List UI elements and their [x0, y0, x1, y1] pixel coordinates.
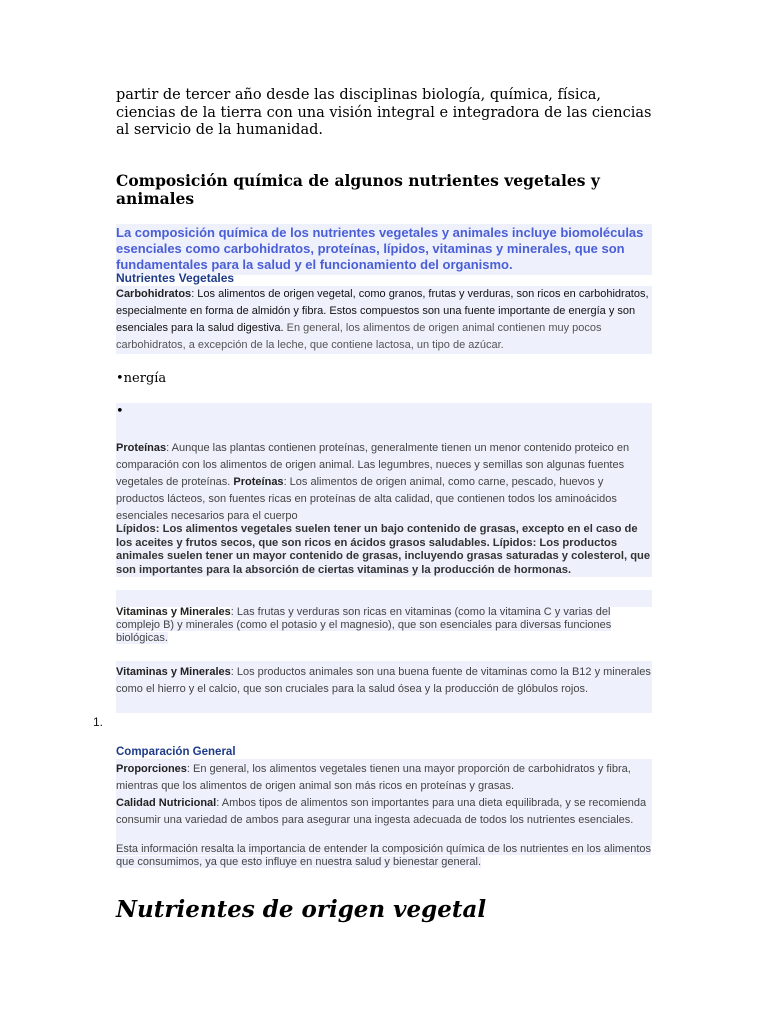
lipids-label: Lípidos: — [116, 523, 160, 535]
highlight-band — [116, 590, 652, 607]
carbohydrates-label: Carbohidratos — [116, 288, 192, 300]
bullet-item-energy: •nergía — [116, 371, 167, 386]
closing-paragraph — [116, 843, 652, 869]
proteins-animal-text: : Los alimentos de origen animal, como carne, pescado, huevos y productos lácteos, son fuentes ricas en proteínas de alta calidad, que contienen todos los aminoácidos esenciales necesarios para el cuerpo — [116, 476, 617, 522]
proteins-text: : Aunque las plantas contienen proteínas, generalmente tienen un menor contenido proteico en comparación con los alimentos de origen animal. Las legumbres, nueces y semillas son algunas fuentes vegetales de proteínas. — [116, 442, 630, 488]
carbohydrates-text: : Los alimentos de origen vegetal, como granos, frutas y verduras, son ricos en carbohidratos, especialmente en forma de almidón y fibra. Estos compuestos son una fuente importante de energía y son esenciales para la salud digestiva. — [116, 288, 649, 334]
vitamins-minerals-label: Vitaminas y Minerales — [116, 606, 231, 618]
section-heading: Composición química de algunos nutrientes vegetales y animales — [116, 171, 600, 208]
lipids-paragraph — [116, 523, 652, 577]
quality-paragraph — [116, 795, 652, 829]
carbohydrates-animal-text: En general, los alimentos de origen animal contienen muy pocos carbohidratos, a excepción de la leche, que contiene lactosa, un tipo de azúcar. — [116, 322, 602, 351]
veg-nutrients-heading: Nutrientes Vegetales — [116, 271, 235, 285]
list-number: 1. — [93, 715, 104, 729]
closing-text: Esta información resalta la importancia de entender la composición química de los nutrientes en los alimentos que consumimos, ya que esto influye en nuestra salud y bienestar general. — [116, 843, 652, 868]
vitamins-minerals-animal-text: : Los productos animales son una buena fuente de vitaminas como la B12 y minerales como el hierro y el calcio, que son cruciales para la salud ósea y la producción de glóbulos rojos. — [116, 666, 651, 695]
vitamins-minerals-plant-paragraph — [116, 606, 652, 645]
proteins-paragraph — [116, 440, 652, 525]
quality-label: Calidad Nutricional — [116, 797, 217, 809]
lipids-text: Los alimentos vegetales suelen tener un bajo contenido de grasas, excepto en el caso de los aceites y frutos secos, que son ricos en ácidos grasos saludables. — [116, 523, 638, 549]
lipids-animal-text: Los productos animales suelen tener un mayor contenido de grasas, incluyendo grasas saturadas y colesterol, que son importantes para la absorción de ciertas vitaminas y la producción de hormonas. — [116, 536, 651, 576]
proportions-paragraph — [116, 761, 652, 795]
highlight-band — [116, 403, 652, 423]
proportions-text: : En general, los alimentos vegetales tienen una mayor proporción de carbohidratos y fibra, mientras que los alimentos de origen animal son más ricos en proteínas y grasas. — [116, 763, 631, 792]
bullet-item-empty: • — [116, 404, 124, 419]
vitamins-minerals-text: : Las frutas y verduras son ricas en vitaminas (como la vitamina C y varias del complejo B) y minerales (como el potasio y el magnesio), que son esenciales para diversas funciones biológicas. — [116, 606, 612, 644]
quality-text: : Ambos tipos de alimentos son importantes para una dieta equilibrada, y se recomienda consumir una variedad de ambos para asegurar una ingesta adecuada de todos los nutrientes esenciales. — [116, 797, 647, 826]
comparison-paragraphs — [116, 761, 652, 829]
proteins-animal-label: Proteínas — [233, 476, 284, 488]
carbohydrates-paragraph — [116, 286, 652, 354]
proportions-label: Proporciones — [116, 763, 187, 775]
vitamins-minerals-animal-paragraph — [116, 664, 652, 698]
lipids-animal-label: Lípidos: — [492, 536, 537, 549]
comparison-heading: Comparación General — [116, 746, 236, 758]
lead-paragraph: La composición química de los nutrientes vegetales y animales incluye biomoléculas esenciales como carbohidratos, proteínas, lípidos, vitaminas y minerales, que son fundamentales para la salud y el funcionamiento del organismo. — [116, 224, 652, 275]
big-heading: Nutrientes de origen vegetal — [116, 896, 487, 923]
proteins-label: Proteínas — [116, 442, 167, 454]
intro-paragraph: partir de tercer año desde las disciplinas biología, química, física, ciencias de la tierra con una visión integral e integradora de las ciencias al servicio de la humanidad. — [116, 87, 652, 138]
vitamins-minerals-animal-label: Vitaminas y Minerales — [116, 666, 231, 678]
